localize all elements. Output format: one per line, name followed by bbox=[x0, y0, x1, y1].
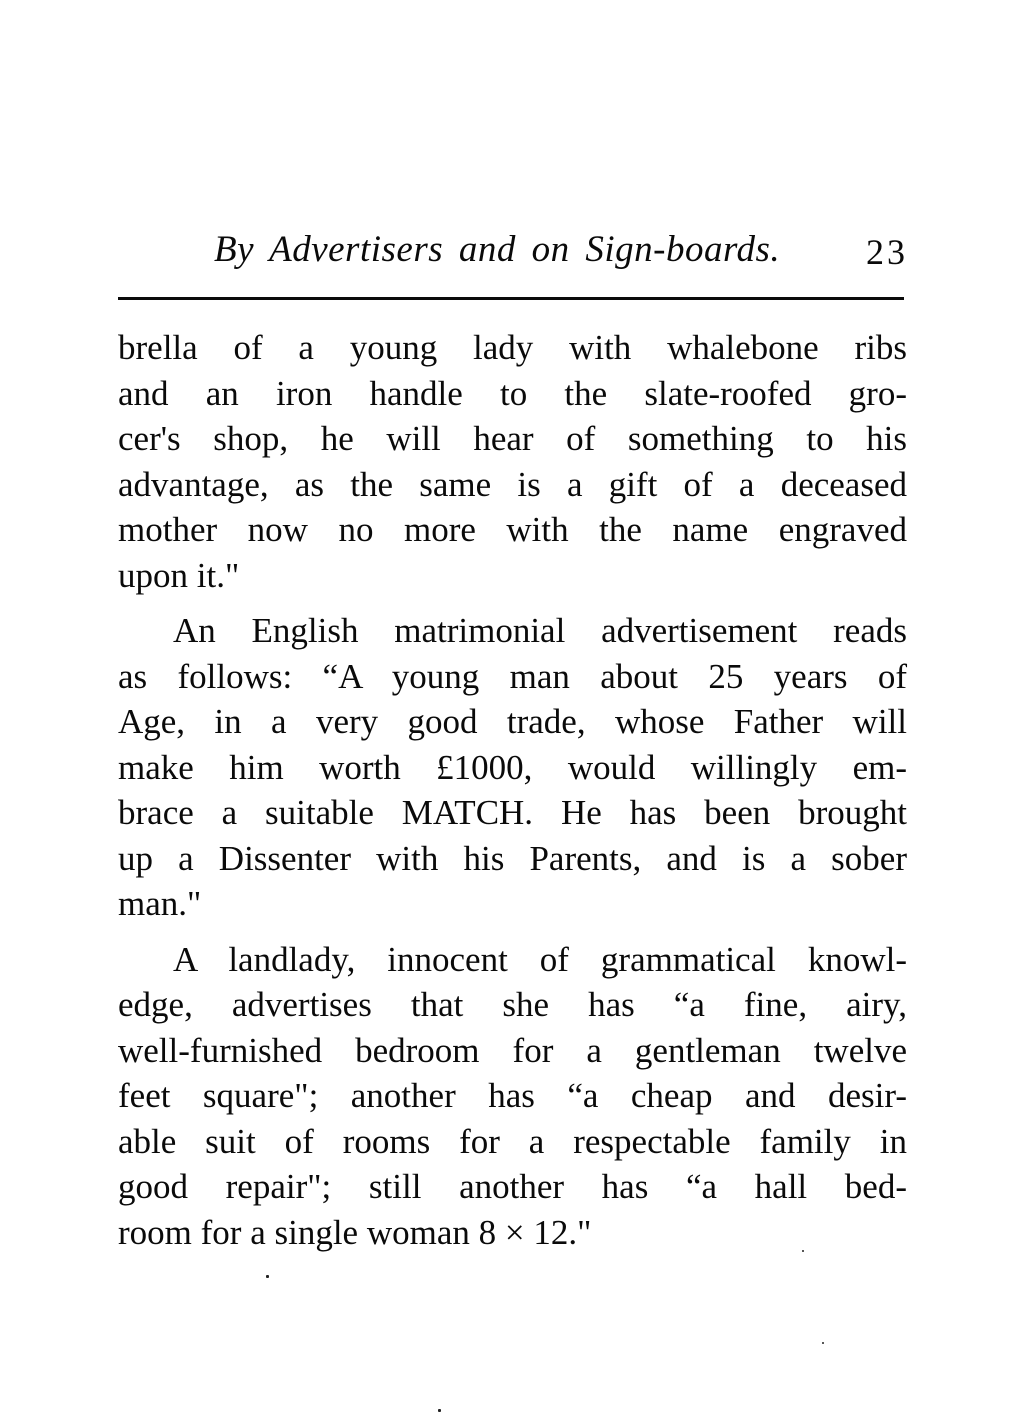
text-line: as follows: “A young man about 25 years of bbox=[118, 656, 907, 696]
text-line: A landlady, innocent of grammatical knowl- bbox=[173, 939, 907, 979]
text-line: good repair"; still another has “a hall bed- bbox=[118, 1167, 907, 1206]
text-line: An English matrimonial advertisement reads bbox=[173, 611, 907, 650]
text-line: able suit of rooms for a respectable family in bbox=[118, 1121, 907, 1161]
text-line: make him worth £1000, would willingly em- bbox=[118, 747, 907, 787]
scan-speck bbox=[822, 1342, 824, 1344]
text-line: brace a suitable MATCH. He has been brought bbox=[118, 793, 907, 832]
paragraph-matrimonial-ad bbox=[118, 608, 907, 927]
text-line: room for a single woman 8 × 12." bbox=[118, 1212, 592, 1252]
running-head-title: By Advertisers and on Sign-boards. bbox=[214, 229, 781, 270]
page-number: 23 bbox=[866, 232, 908, 272]
text-line: brella of a young lady with whalebone ribs bbox=[118, 328, 907, 367]
text-line: Age, in a very good trade, whose Father will bbox=[118, 702, 907, 741]
header-rule bbox=[118, 297, 904, 300]
text-line: cer's shop, he will hear of something to his bbox=[118, 419, 907, 458]
scan-speck bbox=[438, 1409, 441, 1412]
body-text bbox=[118, 325, 907, 1255]
text-line: and an iron handle to the slate-roofed gro- bbox=[118, 373, 907, 413]
text-line: upon it." bbox=[118, 555, 240, 595]
paragraph-landlady-ad bbox=[118, 937, 907, 1256]
text-line: feet square"; another has “a cheap and desir- bbox=[118, 1076, 907, 1115]
text-line: mother now no more with the name engraved bbox=[118, 510, 907, 549]
paragraph-umbrella-ad bbox=[118, 325, 907, 598]
text-line: well-furnished bedroom for a gentleman twelve bbox=[118, 1030, 907, 1070]
scan-speck bbox=[802, 1250, 804, 1252]
text-line: edge, advertises that she has “a fine, airy, bbox=[118, 985, 907, 1024]
text-line: advantage, as the same is a gift of a deceased bbox=[118, 464, 907, 504]
text-line: up a Dissenter with his Parents, and is a sober bbox=[118, 838, 907, 878]
running-head bbox=[118, 222, 908, 278]
text-line: man." bbox=[118, 884, 202, 923]
scan-speck bbox=[266, 1275, 269, 1278]
